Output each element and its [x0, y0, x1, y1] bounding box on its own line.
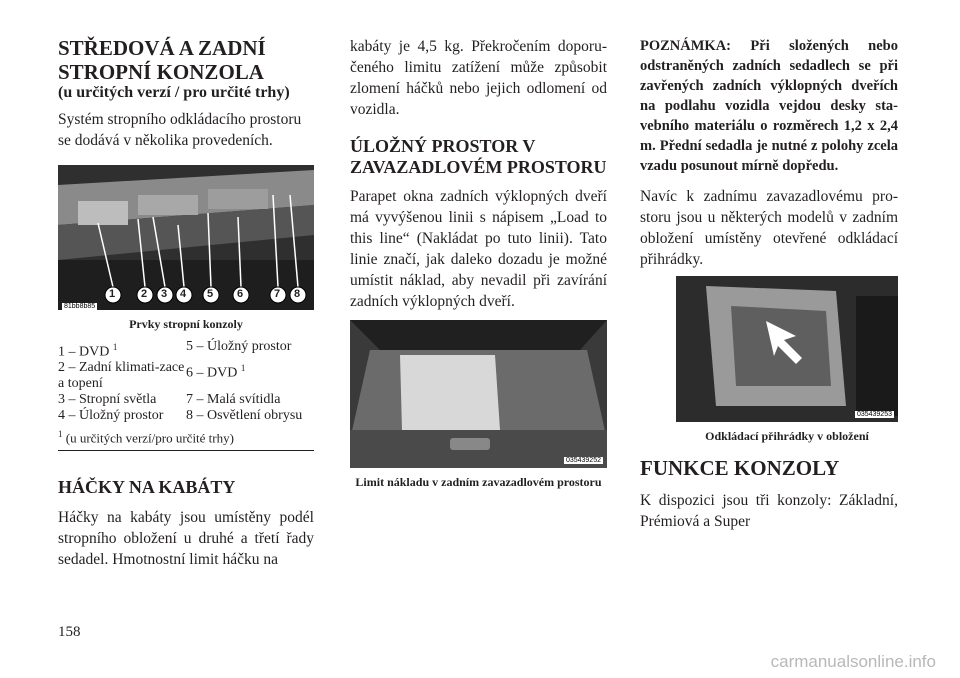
legend-rule — [58, 450, 314, 451]
console-features-paragraph: K dispozici jsou tři konzoly: Základní, Prémiová a Super — [640, 492, 898, 531]
cargo-limit-figure — [350, 320, 607, 468]
section-heading-ceiling-console: STŘEDOVÁ A ZADNÍ STROPNÍ KONZOLA (u určitých verzí / pro určité trhy) — [58, 36, 314, 103]
cargo-storage-paragraph: Parapet okna zadních výklopných dveří má vyvýšenou linii s nápisem „Load to this line“ (Nakládat po tuto linii). Tato linie značí, jak daleko dozadu je možné umístit náklad, aby nevadil při zavírání zadních výklopných dveří. — [350, 188, 607, 311]
legend-row: 3 – Stropní světla 7 – Malá svítidla — [58, 392, 281, 408]
column-right — [640, 36, 898, 532]
figure-code: 81bb8b85 — [64, 302, 96, 310]
side-bins-photo — [676, 276, 898, 422]
cargo-area-photo — [350, 320, 607, 468]
callout-label: 7 — [274, 287, 281, 300]
figure-caption: Limit nákladu v zadním zavazadlovém prostoru — [355, 475, 602, 490]
legend-row: 4 – Úložný prostor 8 – Osvětlení obrysu — [58, 408, 303, 424]
legend-footnote: $^1$ (u určitých verzí/pro určité trhy) — [58, 429, 234, 446]
coat-hooks-paragraph-continued: kabáty je 4,5 kg. Překročením doporučeného limitu zatížení může způsobit zlomení háčků nebo jejich odlomení od vozidla. — [350, 38, 607, 118]
intro-paragraph: Systém stropního odkládacího prostoru se dodává v několika provedeních. — [58, 110, 302, 149]
figure-code: 035439252 — [565, 457, 601, 465]
side-storage-paragraph: Navíc k zadnímu zavazadlovému prostoru jsou u některých modelů v zadním obložení umístěny otevřené odkládací přihrádky. — [640, 188, 898, 268]
callout-label: 3 — [161, 287, 168, 300]
ceiling-console-figure — [58, 165, 314, 310]
column-middle — [350, 36, 607, 490]
heading-qualifier: (u určitých verzí / pro určité trhy) — [58, 84, 290, 102]
callout-label: 2 — [141, 287, 148, 300]
section-heading-console-features: FUNKCE KONZOLY — [640, 456, 840, 480]
note-paragraph: POZNÁMKA: Při složených nebo odstraněných zadních sedadlech se při zavřených zadních výklopných dveřích na podlahu vozidla vejdou desky stavebního materiálu o rozměrech 1,2 x 2,4 m. Přední sedadla je nutné z polohy zcela vzadu posunout mírně dopředu. — [640, 38, 898, 174]
side-bins-figure — [676, 276, 898, 422]
figure-legend — [58, 339, 314, 451]
callout-label: 6 — [237, 287, 244, 300]
legend-row: 2 – Zadní klimati-zace a topení 6 – DVD $^1$ — [58, 360, 246, 392]
coat-hooks-paragraph: Háčky na kabáty jsou umístěny podél stropního obložení u druhé a třetí řady sedadel. Hmotnostní limit háčku na — [58, 509, 314, 569]
column-left — [58, 36, 314, 570]
section-heading-coat-hooks: HÁČKY NA KABÁTY — [58, 476, 236, 497]
callout-label: 5 — [207, 287, 214, 300]
watermark: carmanualsonline.info — [770, 652, 936, 671]
callout-label: 1 — [109, 287, 116, 300]
callout-label: 8 — [294, 287, 301, 300]
callout-label: 4 — [180, 287, 187, 300]
figure-caption: Odkládací přihrádky v obložení — [705, 429, 869, 443]
legend-row: 1 – DVD $^1$ 5 – Úložný prostor — [58, 338, 292, 360]
section-heading-cargo-storage: ÚLOŽNÝ PROSTOR V ZAVAZADLOVÉM PROSTORU — [350, 136, 607, 177]
figure-caption: Prvky stropní konzoly — [129, 316, 243, 331]
page-number: 158 — [58, 624, 81, 640]
figure-code: 035439253 — [856, 411, 892, 418]
